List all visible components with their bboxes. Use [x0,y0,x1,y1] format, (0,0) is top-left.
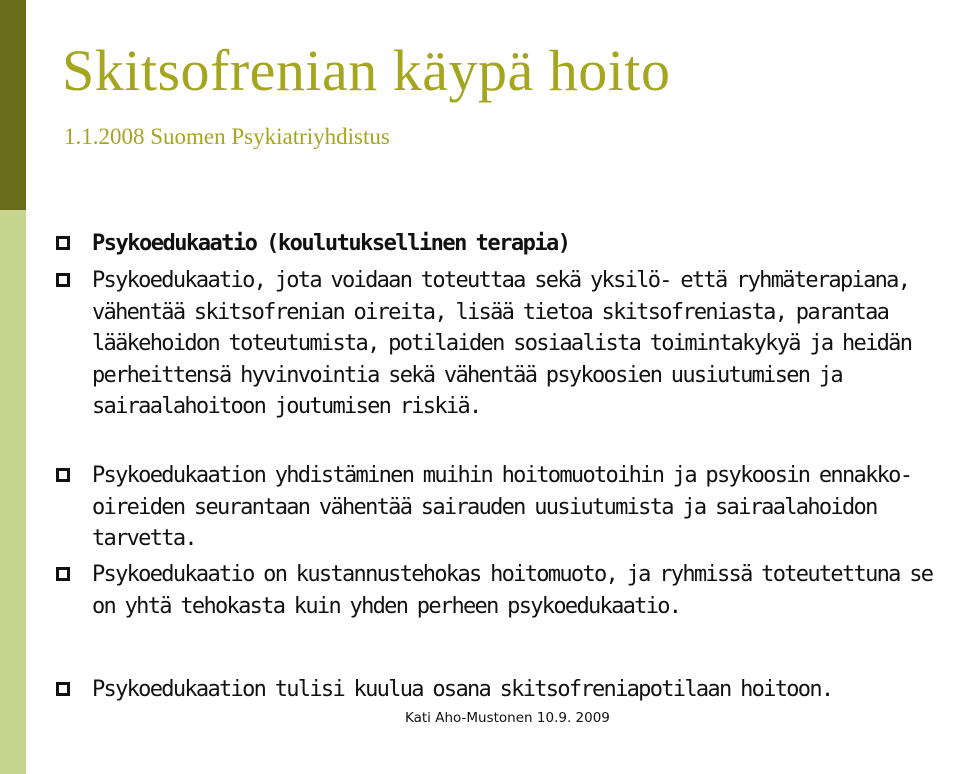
bullet-item-1 [92,228,954,260]
square-bullet-icon [56,468,70,482]
bullet-item-5 [92,674,954,706]
bullet-item-3 [92,460,954,555]
bullet-text: Psykoedukaation tulisi kuulua osana skitsofreniapotilaan hoitoon. [92,677,833,702]
bullet-text: Psykoedukaatio (koulutuksellinen terapia) [92,231,570,256]
slide-footer: Kati Aho-Mustonen 10.9. 2009 [405,710,610,726]
sidebar-strip-light [0,210,26,774]
sidebar-strip-dark [0,0,26,210]
square-bullet-icon [56,236,70,250]
bullet-text: Psykoedukaatio, jota voidaan toteuttaa sekä yksilö- että ryhmäterapiana, vähentää skitsofrenian oireita, lisää tietoa skitsofreniasta, parantaa lääkehoidon toteutumista, potilaiden sosiaalista toimintakykyä ja heidän perheittensä hyvinvointia sekä vähentää psykoosien uusiutumisen ja sairaalahoitoon joutumisen riskiä. [92,268,912,419]
bullet-text: Psykoedukaation yhdistäminen muihin hoitomuotoihin ja psykoosin ennakko-oireiden seurantaan vähentää sairauden uusiutumista ja sairaalahoidon tarvetta. [92,463,912,551]
bullet-item-4 [92,559,954,622]
square-bullet-icon [56,682,70,696]
slide-title: Skitsofrenian käypä hoito [62,38,671,103]
bullet-text: Psykoedukaatio on kustannustehokas hoitomuoto, ja ryhmissä toteutettuna se on yhtä tehokasta kuin yhden perheen psykoedukaatio. [92,562,933,619]
slide-subtitle: 1.1.2008 Suomen Psykiatriyhdistus [64,124,390,149]
square-bullet-icon [56,273,70,287]
bullet-item-2 [92,265,954,423]
square-bullet-icon [56,567,70,581]
